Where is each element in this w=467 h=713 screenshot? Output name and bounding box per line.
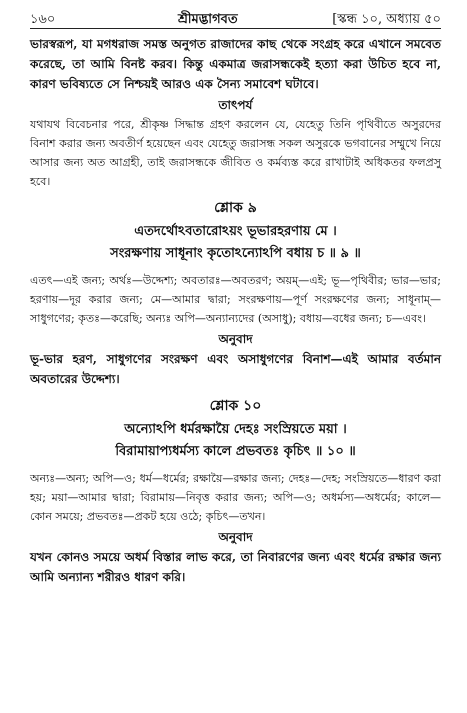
page-number: ১৬০: [30, 12, 56, 27]
purport-heading: তাৎপর্য: [218, 98, 253, 112]
verse-10-line-1: অন্যোঽপি ধর্মরক্ষায়ৈ দেহঃ সংস্রিয়তে ময়া ।: [124, 422, 347, 437]
verse-10-heading: শ্লোক ১০: [209, 398, 262, 414]
header-divider: [30, 28, 441, 29]
continued-translation: ভারস্বরূপ, যা মগধরাজ সমস্ত অনুগত রাজাদের কাছ থেকে সংগ্রহ করে এখানে সমবেত করেছে, তা আমি বিনষ্ট করব। কিন্তু একমাত্র জরাসন্ধকেই হত্যা করা উচিত হবে না, কারণ ভবিষ্যতে সে নিশ্চয়ই আরও এক সৈন্য সমাবেশ ঘটাবে।: [30, 37, 441, 91]
verse-10-line-2: বিরামায়াপ্যধর্মস্য কালে প্রভবতঃ কৃচিৎ ॥ ১০ ॥: [115, 444, 356, 459]
verse-9-synonyms: এতৎ—এই জন্য; অর্থঃ—উদ্দেশ্য; অবতারঃ—অবতরণ; অয়ম্—এই; ভূ—পৃথিবীর; ভার—ভার; হরণায়—দূর করার জন্য; মে—আমার দ্বারা; সংরক্ষণায়—পূর্ণ সংরক্ষণের জন্য; সাধূনাম্—সাধুগণের; কৃতঃ—করেছি; অন্যঃ অপি—অন্যান্যদের (অসাধু); বধায়—বধের জন্য; চ—এবং।: [30, 274, 441, 325]
verse-9-line-2: সংরক্ষণায় সাধূনাং কৃতোঽন্যোঽপি বধায় চ ॥ ৯ ॥: [110, 246, 361, 261]
verse-10-translation: যখন কোনও সময়ে অধর্ম বিস্তার লাভ করে, তা নিবারণের জন্য এবং ধর্মের রক্ষার জন্য আমি অন্যান্য শরীরও ধারণ করি।: [30, 550, 441, 584]
verse-10-synonyms: অন্যঃ—অন্য; অপি—ও; ধর্ম—ধর্মের; রক্ষায়ৈ—রক্ষার জন্য; দেহঃ—দেহ; সংস্রিয়তে—ধারণ করা হয়; ময়া—আমার দ্বারা; বিরামায়—নিবৃত্ত করার জন্য; অপি—ও; অধর্মস্য—অধর্মের; কালে—কোন সময়ে; প্রভবতঃ—প্রকট হয়ে ওঠে; কৃচিৎ—তখন।: [30, 472, 441, 523]
verse-9-line-1: এতদর্থোঽবতারোঽয়ং ভূভারহরণায় মে ।: [134, 224, 337, 239]
verse-10-translation-heading: অনুবাদ: [218, 530, 253, 544]
page-header: [30, 6, 441, 30]
verse-9-translation-heading: অনুবাদ: [218, 332, 253, 346]
section-label: [স্কন্ধ ১০, অধ্যায় ৫০: [332, 12, 441, 27]
verse-9-heading: শ্লোক ৯: [214, 200, 257, 216]
page-body: [30, 34, 441, 587]
purport-text: যথাযথ বিবেচনার পরে, শ্রীকৃষ্ণ সিদ্ধান্ত গ্রহণ করলেন যে, যেহেতু তিনি পৃথিবীতে অসুরদের বিনাশ করার জন্য অবতীর্ণ হয়েছেন এবং যেহেতু জরাসন্ধ সকল অসুরকে ভগবানের সম্মুখে নিয়ে আসার জন্য অত আগ্রহী, তাই জরাসন্ধকে জীবিত ও কর্মব্যস্ত করে রাখাটাই অধিকতর ফলপ্রসু হবে।: [30, 118, 441, 188]
verse-9-translation: ভূ-ভার হরণ, সাধুগণের সংরক্ষণ এবং অসাধুগণের বিনাশ—এই আমার বর্তমান অবতারের উদ্দেশ্য।: [30, 352, 441, 386]
book-title: শ্রীমদ্ভাগবত: [178, 12, 238, 27]
